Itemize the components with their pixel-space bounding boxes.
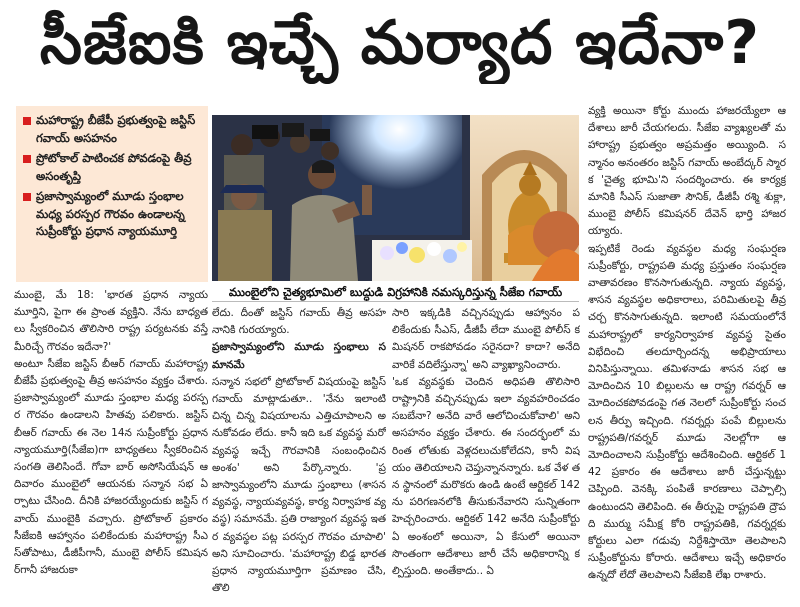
article-column-3 bbox=[392, 305, 580, 603]
bullet-square-icon bbox=[23, 155, 31, 163]
article-column-1 bbox=[14, 287, 208, 603]
paragraph: అంటూ సీజేఐ జస్టిస్ బీఆర్ గవాయ్ మహారాష్ట్ర బీజేపీ ప్రభుత్వంపై తీవ్ర అసహనం వ్యక్తం చేశారు. ప్రజాస్వామ్యంలో మూడు స్తంభాల మధ్య పరస్పర గౌరవం ఉండాలని హితవు పలికారు. జస్టిస్ బీఆర్ గవాయ్ ఈ నెల 14న సుప్రీంకోర్టు ప్రధాన న్యాయమూర్తి(సీజేఐ)గా బాధ్యతలు స్వీకరించిన సంగతి తెలిసిందే. గోవా బార్ అసోసియేషన్ ఆదివారం ముంబైలో ఆయనకు సన్మాన సభ ఏర్పాటు చేసింది. దీనికి హాజరయ్యేందుకు జస్టిస్ గవాయ్ ముంబైకి వచ్చారు. ప్రోటోకాల్ ప్రకారం సీజేఐకి ఆహ్వానం పలికేందుకు మహారాష్ట్ర సీఎస్‌తోపాటు, డీజీపీగానీ, ముంబై పోలీస్ కమిషనర్‌గానీ హాజరుకా bbox=[14, 357, 208, 577]
paragraph: 'ఒక వ్యవస్థకు చెందిన అధిపతి తొలిసారి రాష్ట్రానికి వచ్చినప్పుడు ఇలా వ్యవహరించడం సబబేనా? అనేది వారే ఆలోచించుకోవాలి' అని అసహనం వ్యక్తం చేశారు. ఈ సందర్భంలో మరింత లోతుకు వెళ్లదలుచుకోలేదని, కానీ విషయం తెలియాలని చెప్తున్నానన్నారు. ఒక వేళ తన స్థానంలో మరొకరు ఉండి ఉంటే ఆర్టికల్ 142ను పరిగణనలోకి తీసుకునేవారని సున్నితంగా హెచ్చరించారు. ఆర్టికల్ 142 అనేది సుప్రీంకోర్టు ఏ అంశంలో అయినా, ఏ కేసులో అయినా సొంతంగా ఆదేశాలు జారీ చేసే అధికారాన్ని కల్పిస్తుంది. అంతేకాదు.. ఏ bbox=[392, 375, 580, 578]
paragraph: సన్మాన సభలో ప్రోటోకాల్ విషయంపై జస్టిస్ గవాయ్ మాట్లాడుతూ.. 'నేను ఇలాంటి చిన్న చిన్న విషయాలను ఎత్తిచూపాలని అనుకోవడం లేదు. కానీ ఇది ఒక వ్యవస్థ మరో వ్యవస్థ ఇచ్చే గౌరవానికి సంబంధించిన అంశం' అని పేర్కొన్నారు. 'ప్రజాస్వామ్యంలోని మూడు స్తంభాలు (శాసన వ్యవస్థ, న్యాయవ్యవస్థ, కార్య నిర్వాహక వ్యవస్థ) సమానమే. ప్రతి రాజ్యాంగ వ్యవస్థ ఇతర వ్యవస్థల పట్ల పరస్పర గౌరవం చూపాలి' అని సూచించారు. 'మహారాష్ట్ర బిడ్డ భారత ప్రధాన న్యాయమూర్తిగా ప్రమాణం చేసి, తొలి bbox=[212, 375, 386, 595]
highlights-box bbox=[16, 106, 208, 282]
subheading: ప్రజాస్వామ్యంలోని మూడు స్తంభాలు సమానమే bbox=[212, 341, 386, 371]
article-column-2 bbox=[212, 305, 386, 603]
photo-illustration bbox=[212, 115, 579, 281]
bullet-square-icon bbox=[23, 193, 31, 201]
article-column-4 bbox=[588, 103, 786, 603]
paragraph: వ్యక్తి అయినా కోర్టు ముందు హాజరయ్యేలా ఆదేశాలు జారీ చేయగలదు. సీజేఐ వ్యాఖ్యలతో మహారాష్ట్ర ప్రభుత్వం అప్రమత్తం అయ్యింది. సన్మానం అనంతరం జస్టిస్ గవాయ్ అంబేద్కర్ స్మారక 'చైత్య భూమి'ని సందర్శించారు. ఈ కార్యక్రమానికి సీఎస్ సుజాతా సౌనిక్, డీజీపీ రశ్మి శుక్లా, ముంబై పోలీస్ కమిషనర్ దేవెన్ భార్తి హాజరయ్యారు. bbox=[588, 105, 786, 238]
highlight-text: మహారాష్ట్ర బీజేపీ ప్రభుత్వంపై జస్టిస్ గవాయ్ అసహనం bbox=[36, 113, 196, 145]
headline: సీజేఐకి ఇచ్చే మర్యాద ఇదేనా? bbox=[39, 8, 761, 78]
highlight-item bbox=[22, 112, 202, 147]
highlight-item bbox=[22, 150, 202, 185]
paragraph: సారి ఇక్కడికి వచ్చినప్పుడు ఆహ్వానం పలికేందుకు సీఎస్, డీజీపీ లేదా ముంబై పోలీస్ కమిషనర్ రాకపోవడం సరైనదా? కాదా? అనేది వారికే వదిలేస్తున్నా' అని వ్యాఖ్యానించారు. bbox=[392, 307, 580, 371]
photo-caption: ముంబైలోని చైత్యభూమిలో బుద్ధుడి విగ్రహానికి నమస్కరిస్తున్న సీజేఐ గవాయ్ bbox=[212, 283, 579, 302]
highlight-item bbox=[22, 188, 202, 241]
paragraph: ముంబై, మే 18: 'భారత ప్రధాన న్యాయమూర్తిని, పైగా ఈ ప్రాంత వ్యక్తిని. నేను బాధ్యతలు స్వీకరించిన తొలిసారి రాష్ట్ర పర్యటనకు వస్తే మీరిచ్చే గౌరవం ఇదేనా?' bbox=[14, 289, 208, 353]
paragraph: ఇప్పటికే రెండు వ్యవస్థల మధ్య సంఘర్షణ సుప్రీంకోర్టు, రాష్ట్రపతి మధ్య ప్రస్తుతం సంఘర్షణ వాతావరణం కొనసాగుతున్నది. న్యాయ వ్యవస్థ, శాసన వ్యవస్థల అధికారాలు, పరిమితులపై తీవ్ర చర్చ కొనసాగుతున్నది. ఇలాంటి సమయంలోనే మహారాష్ట్రలో కార్యనిర్వాహక వ్యవస్థ సైతం విభేదించి తలదూర్చిందన్న అభిప్రాయాలు వినిపిస్తున్నాయి. తమిళనాడు శాసన సభ ఆమోదించిన 10 బిల్లులను ఆ రాష్ట్ర గవర్నర్ ఆమోదించకపోవడంపై గత నెలలో సుప్రీంకోర్టు సంచలన తీర్పు ఇచ్చింది. గవర్నర్లు పంపే బిల్లులను రాష్ట్రపతి/గవర్నర్ మూడు నెలల్లోగా ఆమోదించాలని సుప్రీంకోర్టు ఆదేశించింది. ఆర్టికల్ 142 ప్రకారం ఈ ఆదేశాలు జారీ చేస్తున్నట్టు చెప్పింది. వెనక్కి పంపితే కారణాలు చెప్పాల్సి ఉంటుందని తెలిపింది. ఈ తీర్పుపై రాష్ట్రపతి ద్రౌపది ముర్ము సమీక్ష కోరి రాష్ట్రపతికి, గవర్నర్లకు కోర్టులు ఎలా గడువు నిర్దేశిస్తాయో తెలపాలని సుప్రీంకోర్టును కోరారు. ఆదేశాలు ఇచ్చే అధికారం ఉన్నదో లేదో తెలపాలని సీజేఐకి లేఖ రాశారు. bbox=[588, 242, 786, 582]
highlight-text: ప్రజాస్వామ్యంలో మూడు స్తంభాల మధ్య పరస్పర గౌరవం ఉండాలన్న సుప్రీంకోర్టు ప్రధాన న్యాయమూర్తి bbox=[36, 189, 185, 238]
highlight-text: ప్రోటోకాల్ పాటించక పోవడంపై తీవ్ర అసంతృప్తి bbox=[36, 151, 192, 183]
bullet-square-icon bbox=[23, 117, 31, 125]
paragraph: లేదు. దీంతో జస్టిస్ గవాయ్ తీవ్ర అసహనానికి గురయ్యారు. bbox=[212, 307, 386, 337]
news-photo bbox=[212, 115, 579, 281]
